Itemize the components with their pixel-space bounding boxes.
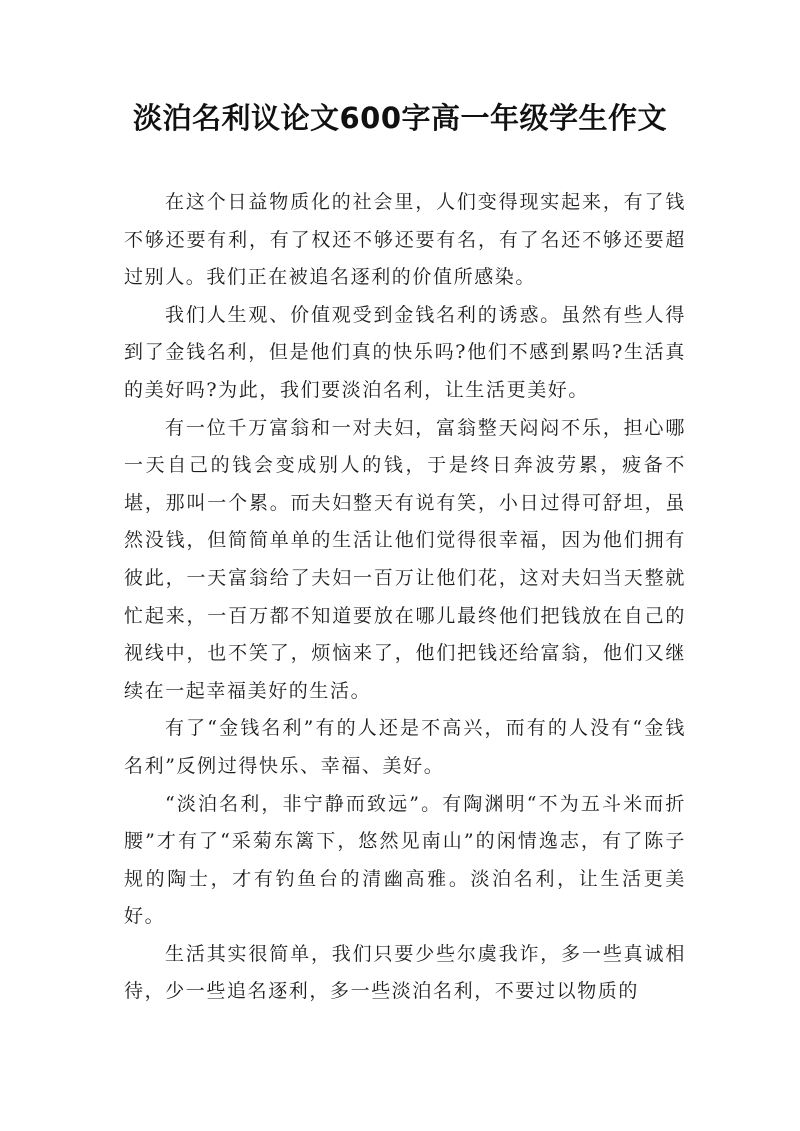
- paragraph-2: 我们人生观、价值观受到金钱名利的诱惑。虽然有些人得到了金钱名利，但是他们真的快乐吗?他们不感到累吗?生活真的美好吗?为此，我们要淡泊名利，让生活更美好。: [124, 303, 686, 401]
- document-title: 淡泊名利议论文600字高一年级学生作文: [132, 101, 668, 135]
- paragraph-6: 生活其实很简单，我们只要少些尔虞我诈，多一些真诚相待，少一些追名逐利，多一些淡泊名利，不要过以物质的: [124, 942, 686, 1003]
- paragraph-3: 有一位千万富翁和一对夫妇，富翁整天闷闷不乐，担心哪一天自己的钱会变成别人的钱，于是终日奔波劳累，疲备不堪，那叫一个累。而夫妇整天有说有笑，小日过得可舒坦，虽然没钱，但简简单单的生活让他们觉得很幸福，因为他们拥有彼此，一天富翁给了夫妇一百万让他们花，这对夫妇当天整就忙起来，一百万都不知道要放在哪儿最终他们把钱放在自己的视线中，也不笑了，烦恼来了，他们把钱还给富翁，他们又继续在一起幸福美好的生活。: [124, 416, 686, 702]
- paragraph-5: “淡泊名利，非宁静而致远”。有陶渊明“不为五斗米而折腰”才有了“采菊东篱下，悠然见南山”的闲情逸志，有了陈子规的陶士，才有钓鱼台的清幽高雅。淡泊名利，让生活更美好。: [124, 792, 686, 928]
- paragraph-1: 在这个日益物质化的社会里，人们变得现实起来，有了钱不够还要有利，有了权还不够还要有名，有了名还不够还要超过别人。我们正在被追名逐利的价值所感染。: [124, 191, 686, 289]
- paragraph-4: 有了“金钱名利”有的人还是不高兴，而有的人没有“金钱名利”反例过得快乐、幸福、美好。: [124, 717, 686, 777]
- document-body: [124, 184, 686, 1011]
